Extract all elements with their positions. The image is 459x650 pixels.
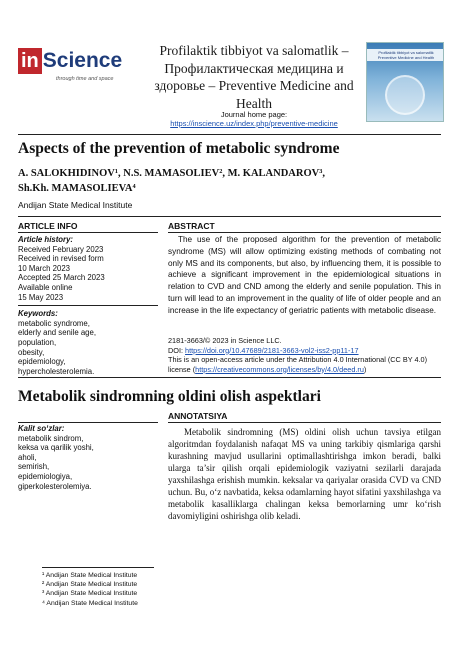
uzbek-title: Metabolik sindromning oldini olish aspektlari xyxy=(18,388,321,405)
history-item: Accepted 25 March 2023 xyxy=(18,273,105,283)
authors xyxy=(18,166,441,196)
journal-header xyxy=(0,38,459,133)
keyword: epidemiologiya, xyxy=(18,471,73,481)
issn: 2181-3663/© 2023 in Science LLC. xyxy=(168,336,282,345)
keyword: keksa va qarilik yoshi, xyxy=(18,443,94,453)
article-history xyxy=(18,235,158,376)
keyword: elderly and senile age, xyxy=(18,328,97,338)
annotation-text: Metabolik sindromning (MS) oldini olish uchun tavsiya etilgan algoritmdan foydalanish nafaqat MS va uning tarkibiy qismlariga qarshi kurashning mavjud usullarini optimallashtirishga imkon beradi, balki ularga ta’sir qilish orqali epidemiologik vaziyatni sezilarli darajada yaxshilashga erishish mumkin. keksalar va qariyalar orasida CVD va CND uchun. Bu, o‘z navbatida, keksa odamlarning hayot sifatini yaxshilashga va metabolik kasalliklarga chalingan keksa bemorlarning umr ko‘rish davomiyligini oshirishga olib keladi. xyxy=(168,427,441,521)
cover-text: Profilaktik tibbiyot va salomatlik Preventive Medicine and Health xyxy=(377,50,435,60)
history-item: Received in revised form xyxy=(18,254,104,264)
footnote-divider xyxy=(42,567,154,568)
homepage-link[interactable]: https://inscience.uz/index.php/preventive-medicine xyxy=(170,119,338,128)
header-divider xyxy=(18,134,441,135)
inscience-logo xyxy=(18,48,130,98)
footnotes xyxy=(42,571,138,608)
section-divider-2 xyxy=(18,377,441,378)
keyword: semirish, xyxy=(18,462,50,472)
doi xyxy=(168,346,441,356)
journal-homepage xyxy=(148,110,360,128)
logo-tagline: through time and space xyxy=(56,76,114,82)
keywords-label: Keywords: xyxy=(18,309,58,319)
keyword: epidemiology, xyxy=(18,357,66,367)
history-item: Received February 2023 xyxy=(18,244,104,254)
license-text: This is an open-access article under the Attribution 4.0 International (CC BY 4.0) license ( xyxy=(168,355,428,374)
article-info-heading: ARTICLE INFO xyxy=(18,221,78,231)
article-title: Aspects of the prevention of metabolic syndrome xyxy=(18,140,340,157)
section-divider xyxy=(18,216,441,217)
history-label: Article history: xyxy=(18,235,74,244)
footnote: ² Andijan State Medical Institute xyxy=(42,581,138,589)
annotation-heading: ANNOTATSIYA xyxy=(168,411,228,421)
footnote: ⁴ Andijan State Medical Institute xyxy=(42,599,138,607)
license-link[interactable]: https://creativecommons.org/licenses/by/4.0/deed.ru xyxy=(195,364,364,374)
affiliation: Andijan State Medical Institute xyxy=(18,200,133,210)
history-item: 15 May 2023 xyxy=(18,292,64,302)
article-meta xyxy=(168,336,441,374)
abstract-text: The use of the proposed algorithm for the prevention of metabolic syndrome (MS) will allow optimizing existing methods of combating not only MS and its components, but also, by influencing them, it is possible to achieve a significant improvement in the epidemiological situations in relation to CVD and CND among the elderly and senile population. This in turn will lead to an improvement in the quality of life of older people and an increase in the life expectancy of geriatric patients with metabolic disease. xyxy=(168,235,441,315)
journal-title: Profilaktik tibbiyot va salomatlik – Профилактическая медицина и здоровье – Preventive Medicine and Health xyxy=(154,43,354,111)
homepage-label: Journal home page: xyxy=(220,110,288,119)
keyword: metabolik sindrom, xyxy=(18,433,84,443)
journal-cover-image xyxy=(366,42,444,122)
uzbek-keywords xyxy=(18,424,158,491)
doi-label: DOI: xyxy=(168,345,186,355)
keyword: hypercholesterolemia. xyxy=(18,366,95,376)
footnote: ³ Andijan State Medical Institute xyxy=(42,590,138,598)
history-item: 10 March 2023 xyxy=(18,263,71,273)
logo-word: Science xyxy=(42,49,123,72)
keyword: population, xyxy=(18,337,57,347)
footnote: ¹ Andijan State Medical Institute xyxy=(42,572,138,579)
keyword: metabolic syndrome, xyxy=(18,318,90,328)
doi-link[interactable]: https://doi.org/10.47689/2181-3663-vol2-iss2-pp11-17 xyxy=(185,345,359,355)
authors-line-1: A. SALOKHIDINOV¹, N.S. MAMASOLIEV², M. KALANDAROV³, xyxy=(18,168,325,179)
keyword: giperkolesterolemiya. xyxy=(18,481,92,491)
logo-in: in xyxy=(18,48,42,74)
keyword: obesity, xyxy=(18,347,45,357)
license: This is an open-access article under the Attribution 4.0 International (CC BY 4.0) license (https://creativecommons.org/licenses/by/4.0/deed.ru) xyxy=(168,355,428,374)
keyword: aholi, xyxy=(18,452,37,462)
kalit-label: Kalit so‘zlar: xyxy=(18,424,65,433)
authors-line-2: Sh.Kh. MAMASOLIEVA⁴ xyxy=(18,183,136,194)
history-item: Available online xyxy=(18,282,73,292)
abstract-heading: ABSTRACT xyxy=(168,221,215,231)
